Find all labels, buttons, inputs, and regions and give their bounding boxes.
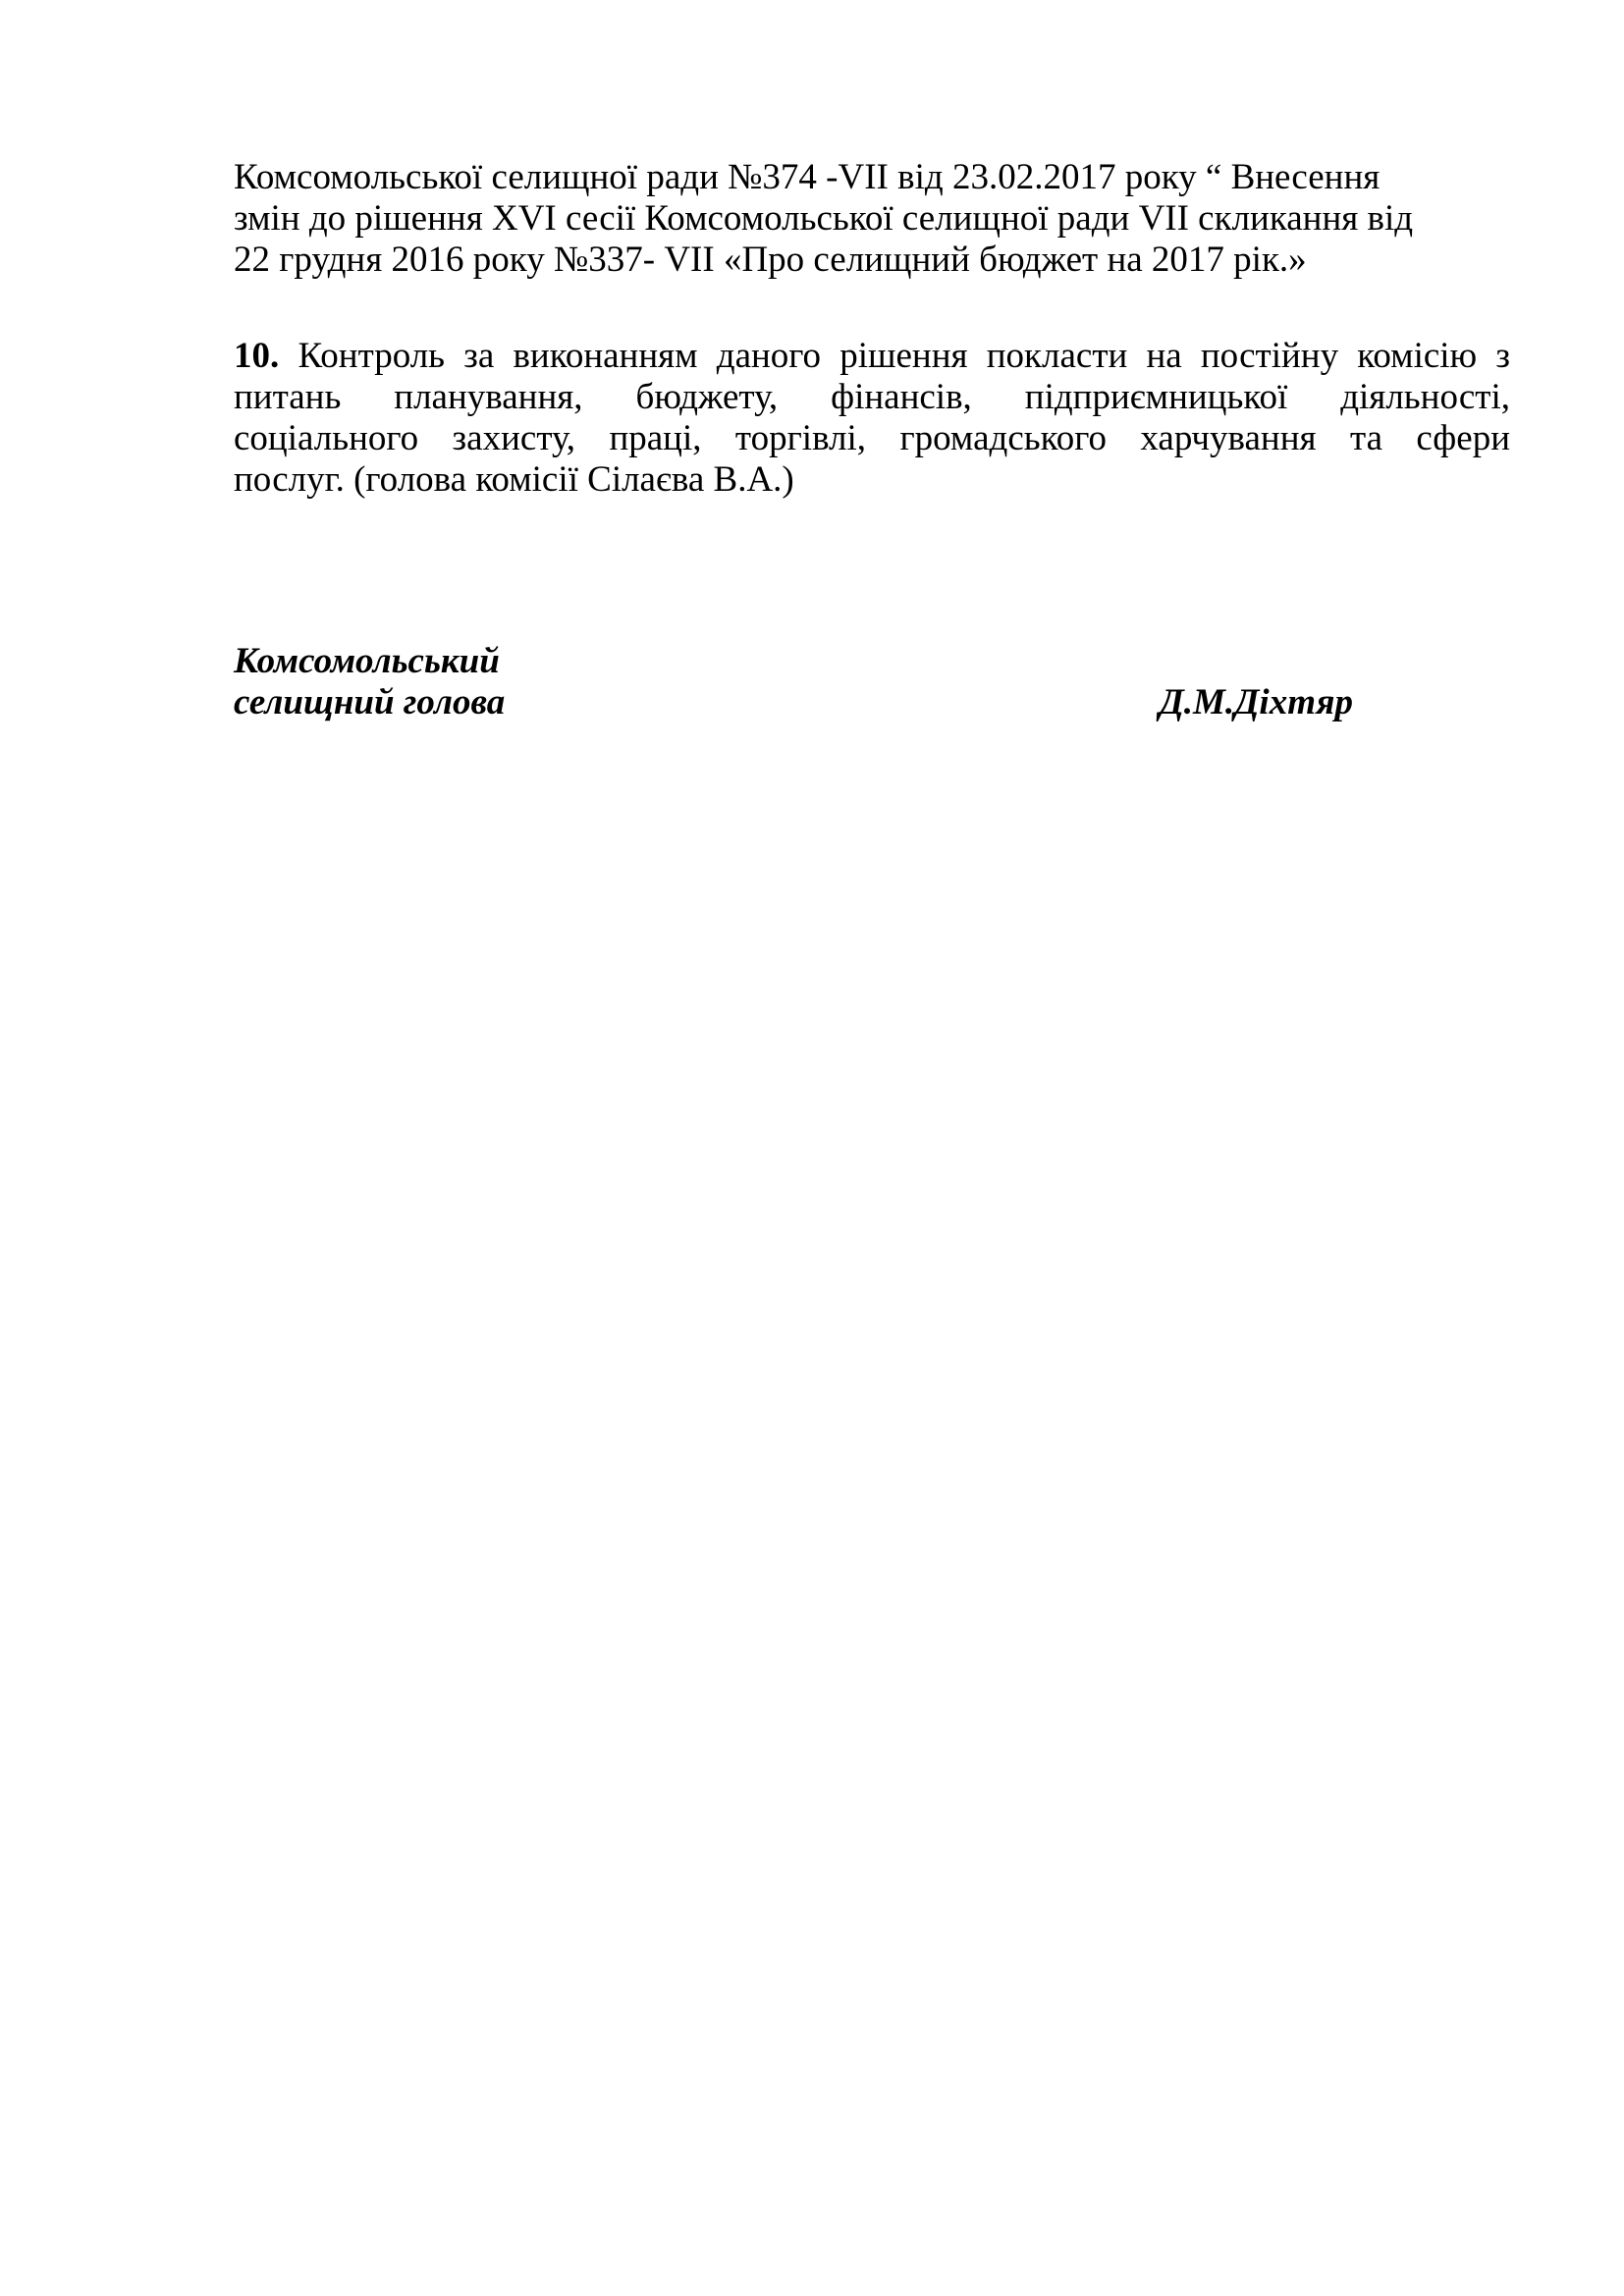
- paragraph-line: питань планування, бюджету, фінансів, підприємницької діяльності,: [234, 377, 1510, 417]
- item-number: 10.: [234, 336, 280, 376]
- position-line: селищний голова: [234, 682, 506, 722]
- paragraph-line: соціального захисту, праці, торгівлі, громадського харчування та сфери: [234, 418, 1510, 458]
- paragraph-line: [234, 336, 1510, 377]
- paragraph-line: змін до рішення XVI сесії Комсомольської селищної ради VII скликання від: [234, 198, 1414, 239]
- paragraph-line: 22 грудня 2016 року №337- VII «Про селищний бюджет на 2017 рік.»: [234, 240, 1307, 280]
- continued-paragraph: [234, 157, 1510, 281]
- signatory-position: [234, 641, 505, 723]
- item-10-paragraph: [234, 336, 1510, 501]
- signatory-name: Д.М.Діхтяр: [1159, 682, 1353, 722]
- paragraph-line: послуг. (голова комісії Сілаєва В.А.): [234, 459, 794, 500]
- position-line: Комсомольський: [234, 641, 500, 681]
- signature-block: [234, 641, 1353, 729]
- item-text: Контроль за виконанням даного рішення покласти на постійну комісію з: [298, 336, 1510, 376]
- paragraph-line: Комсомольської селищної ради №374 -VII від 23.02.2017 року “ Внесення: [234, 157, 1380, 197]
